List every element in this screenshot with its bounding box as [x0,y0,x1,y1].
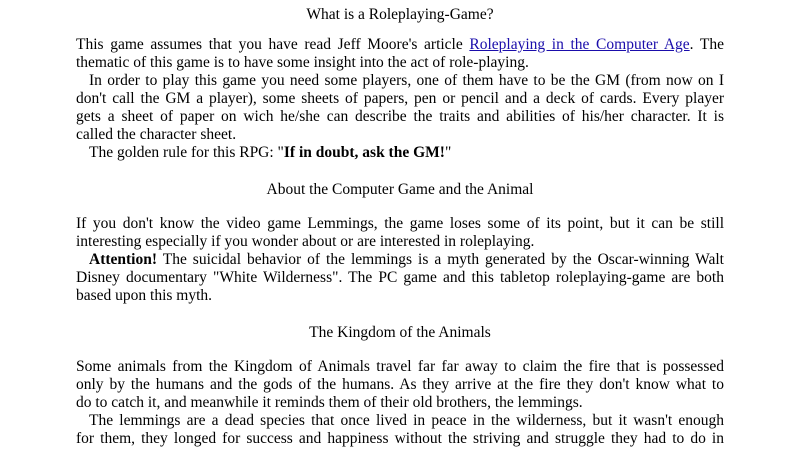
paragraph-lemmings-species [76,412,724,448]
text-span: The suicidal behavior of the lemmings is a myth generated by the Oscar-winning Walt [157,251,724,268]
text-line: In order to play this game you need some players, one of them have to be the GM (from now on I [89,72,724,89]
paragraph-lemmings-game [76,215,724,251]
section-heading-computer-game: About the Computer Game and the Animal [266,181,534,198]
text-line: interesting especially if you wonder about or are interested in roleplaying. [76,233,535,250]
golden-rule-text: If in doubt, ask the GM! [283,144,445,161]
paragraph-intro [76,36,724,72]
text-line: don't call the GM a player), some sheets of papers, pen or pencil and a deck of cards. Every player [76,90,724,107]
paragraph-golden-rule [76,144,724,162]
text-line: Some animals from the Kingdom of Animals travel far far away to claim the fire that is possessed [76,358,724,375]
text-line: called the character sheet. [76,126,237,143]
text-line: If you don't know the video game Lemmings, the game loses some of its point, but it can be still [76,215,724,232]
text-span: The golden rule for this RPG: " [89,144,284,161]
text-line: thematic of this game is to have some insight into the act of role-playing. [76,54,529,71]
attention-label: Attention! [89,251,158,268]
text-line: Disney documentary "White Wilderness". The PC game and this tabletop roleplaying-game are both [76,269,724,286]
text-line: gets a sheet of paper on wich he/she can describe the traits and abilities of his/her character. It is [76,108,724,125]
section-heading-kingdom: The Kingdom of the Animals [309,324,491,341]
text-line: based upon this myth. [76,287,213,304]
text-line [76,251,724,269]
article-link[interactable]: Roleplaying in the Computer Age [469,36,690,53]
text-line: do to catch it, and meanwhile it reminds them of their old brothers, the lemmings. [76,394,583,411]
text-line: only by the humans and the gods of the humans. As they arrive at the fire they don't know what to [76,376,724,393]
paragraph-attention [76,251,724,305]
text-span: This game assumes that you have read Jeff Moore's article [76,36,470,53]
text-line: for them, they longed for success and happiness without the striving and struggle they had to do in [76,430,724,447]
text-line [76,36,724,54]
paragraph-animals-travel [76,358,724,412]
section-heading-roleplaying: What is a Roleplaying-Game? [306,6,494,23]
text-line: The lemmings are a dead species that once lived in peace in the wilderness, but it wasn't enough [89,412,724,429]
text-line [76,144,724,162]
paragraph-requirements [76,72,724,144]
text-span: " [444,144,452,161]
text-span: . The [689,36,724,53]
